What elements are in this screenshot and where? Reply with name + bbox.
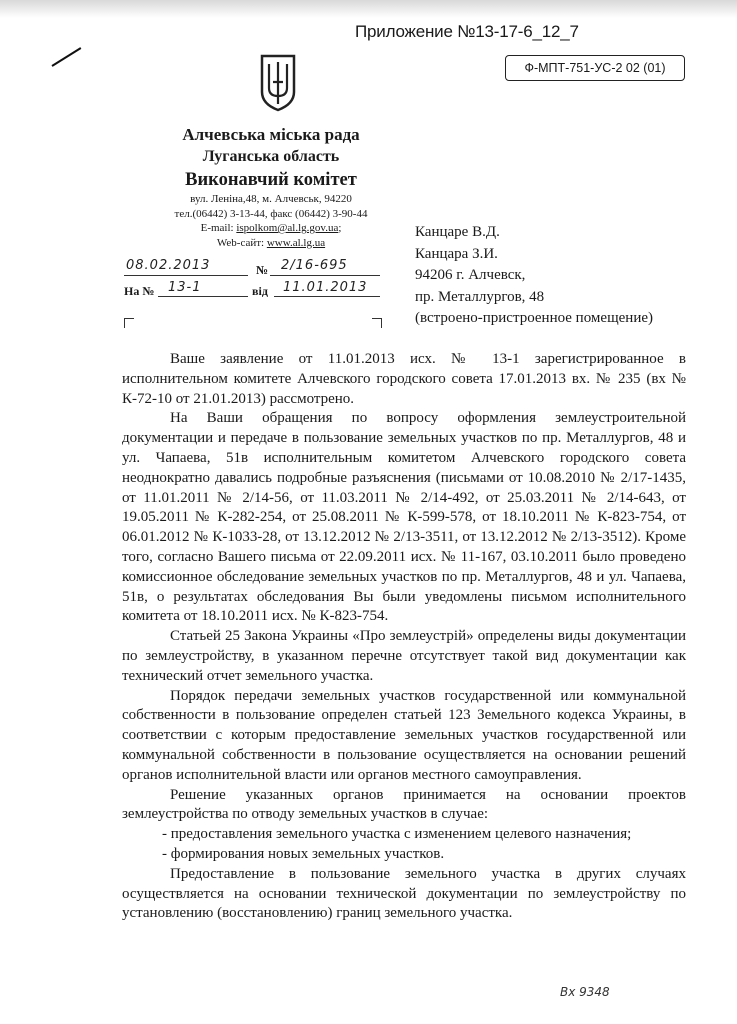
reference-label: На № xyxy=(124,284,155,298)
reference-date: 11.01.2013 xyxy=(283,280,368,295)
web-link[interactable]: www.al.lg.ua xyxy=(266,236,326,249)
incoming-registration-note: Вх 9348 xyxy=(560,985,610,999)
number-underline xyxy=(270,275,380,276)
trident-emblem-icon xyxy=(259,52,297,112)
reference-number: 13-1 xyxy=(168,280,202,295)
council-phones: тел.(06442) 3-13-44, факс (06442) 3-90-44 xyxy=(174,207,368,220)
addressee-line: Канцара З.И. xyxy=(415,245,498,262)
list-item: - формирования новых земельных участков. xyxy=(162,845,445,862)
letter-body xyxy=(122,350,686,924)
paragraph: Статьей 25 Закона Украины «Про землеустрій» определены виды документации по землеустройству, в указанном перечне отсутствует такой вид документации как технический отчет земельного участка. xyxy=(122,628,686,684)
council-email-line xyxy=(162,221,380,236)
council-address: вул. Леніна,48, м. Алчевськ, 94220 xyxy=(190,193,352,205)
email-suffix: ; xyxy=(338,222,342,234)
email-label: E-mail: xyxy=(200,222,237,234)
email-link[interactable]: ispolkom@al.lg.gov.ua xyxy=(236,222,339,234)
outgoing-number: 2/16-695 xyxy=(281,258,348,273)
list-item: - предоставления земельного участка с изменением целевого назначения; xyxy=(162,826,632,843)
paragraph: Ваше заявление от 11.01.2013 исх. № 13-1 зарегистрированное в исполнительном комитете Алчевского городского совета 17.01.2013 вх. № 235 (вх № К-72-10 от 21.01.2013) рассмотрено. xyxy=(122,351,686,407)
reference-date-underline xyxy=(274,296,380,297)
margin-corner-left xyxy=(124,318,134,328)
addressee-line: Канцаре В.Д. xyxy=(415,224,500,240)
outgoing-date: 08.02.2013 xyxy=(126,258,211,273)
date-underline xyxy=(124,275,248,276)
addressee-line: пр. Металлургов, 48 xyxy=(415,288,545,305)
paragraph: Предоставление в пользование земельного участка в других случаях осуществляется на основании технической документации по землеустройству по установлению (восстановлению) границ земельного участка. xyxy=(122,865,686,922)
council-letterhead xyxy=(162,124,380,250)
council-web-line xyxy=(162,236,380,251)
addressee-line: 94206 г. Алчевск, xyxy=(415,267,526,283)
region-name: Луганська область xyxy=(202,148,340,165)
appendix-number: Приложение №13-17-6_12_7 xyxy=(355,22,579,41)
paragraph: На Ваши обращения по вопросу оформления землеустроительной документации и передаче в пользование земельных участков по пр. Металлургов, 48 и ул. Чапаева, 51в исполнительным комитетом Алчевского городского совета неоднократно давались подробные разъяснения (письмами от 10.08.2010 № 2/17-1435, от 11.01.2011 № 2/14-56, от 11.03.2011 № 2/14-492, от 25.03.2011 № 2/14-643, от 19.05.2011 № К-282-254, от 25.08.2011 № К-599-578, от 18.10.2011 № К-823-754, от 06.01.2012 № К-1033-28, от 13.12.2012 № 2/13-3511, от 13.12.2012 № 2/13-3512). Кроме того, согласно Вашего письма от 22.09.2011 исх. № 11-167, 03.10.2011 было проведено комиссионное обследование земельных участков по пр. Металлургов, 48 и ул. Чапаева, 51в, о результатах обследования Вы были уведомлены письмом исполнительного комитета от 18.10.2011 исх. № К-823-754. xyxy=(122,410,686,625)
committee-name: Виконавчий комітет xyxy=(185,170,357,190)
council-name: Алчевська міська рада xyxy=(182,125,360,144)
addressee-line: (встроено-пристроенное помещение) xyxy=(415,310,653,326)
addressee-block xyxy=(415,222,653,330)
number-label: № xyxy=(256,263,269,277)
from-label: від xyxy=(252,284,268,298)
margin-corner-right xyxy=(372,318,382,328)
web-label: Web-сайт: xyxy=(216,236,267,249)
paragraph: Порядок передачи земельных участков государственной или коммунальной собственности в пользование определен статьей 123 Земельного кодекса Украины, в соответствии с которым предоставление земельных участков государственной или коммунальной собственности в пользование осуществляется на основании решений органов исполнительной власти или органов местного самоуправления. xyxy=(122,687,686,783)
form-code-box: Ф-МПТ-751-УС-2 02 (01) xyxy=(505,55,685,81)
scan-top-shadow xyxy=(0,0,737,18)
reference-underline xyxy=(158,296,248,297)
paragraph: Решение указанных органов принимается на основании проектов землеустройства по отводу земельных участков в случае: xyxy=(122,786,686,823)
pen-mark xyxy=(51,47,81,67)
